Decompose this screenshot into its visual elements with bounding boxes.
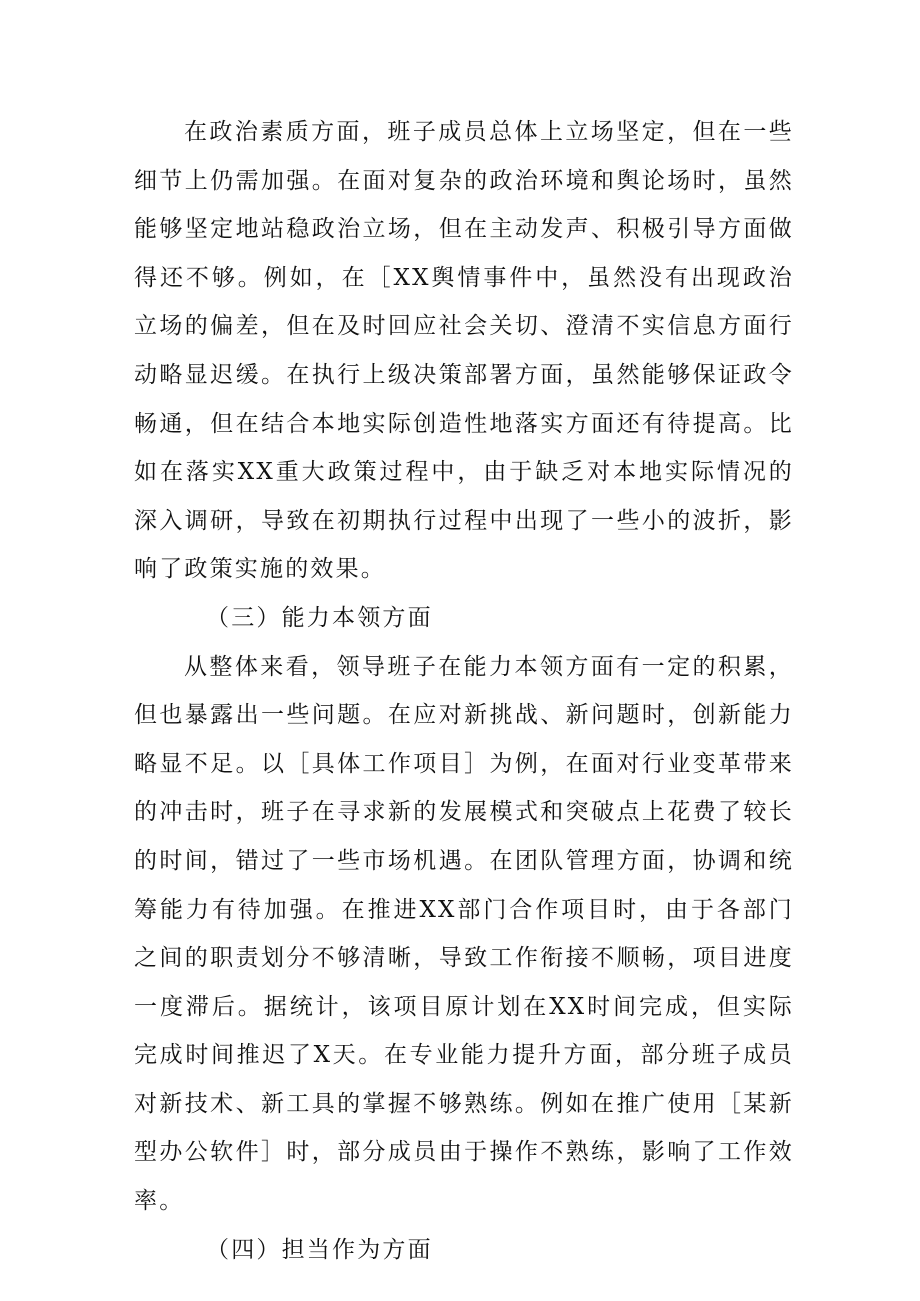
section-heading-ability: （三）能力本领方面 <box>206 604 433 631</box>
paragraph-political-quality: 在政治素质方面，班子成员总体上立场坚定，但在一些细节上仍需加强。在面对复杂的政治环境和舆论场时，虽然能够坚定地站稳政治立场，但在主动发声、积极引导方面做得还不够。例如，在［XX舆情事件中，虽然没有出现政治立场的偏差，但在及时回应社会关切、澄清不实信息方面行动略显迟缓。在执行上级决策部署方面，虽然能够保证政令畅通，但在结合本地实际创造性地落实方面还有待提高。比如在落实XX重大政策过程中，由于缺乏对本地实际情况的深入调研，导致在初期执行过程中出现了一些小的波折，影响了政策实施的效果。 <box>134 119 794 583</box>
document-body <box>134 108 794 1274</box>
section-heading-responsibility: （四）担当作为方面 <box>206 1236 433 1263</box>
paragraph-ability: 从整体来看，领导班子在能力本领方面有一定的积累，但也暴露出一些问题。在应对新挑战、新问题时，创新能力略显不足。以［具体工作项目］为例，在面对行业变革带来的冲击时，班子在寻求新的发展模式和突破点上花费了较长的时间，错过了一些市场机遇。在团队管理方面，协调和统筹能力有待加强。在推进XX部门合作项目时，由于各部门之间的职责划分不够清晰，导致工作衔接不顺畅，项目进度一度滞后。据统计，该项目原计划在XX时间完成，但实际完成时间推迟了X天。在专业能力提升方面，部分班子成员对新技术、新工具的掌握不够熟练。例如在推广使用［某新型办公软件］时，部分成员由于操作不熟练，影响了工作效率。 <box>134 653 794 1215</box>
